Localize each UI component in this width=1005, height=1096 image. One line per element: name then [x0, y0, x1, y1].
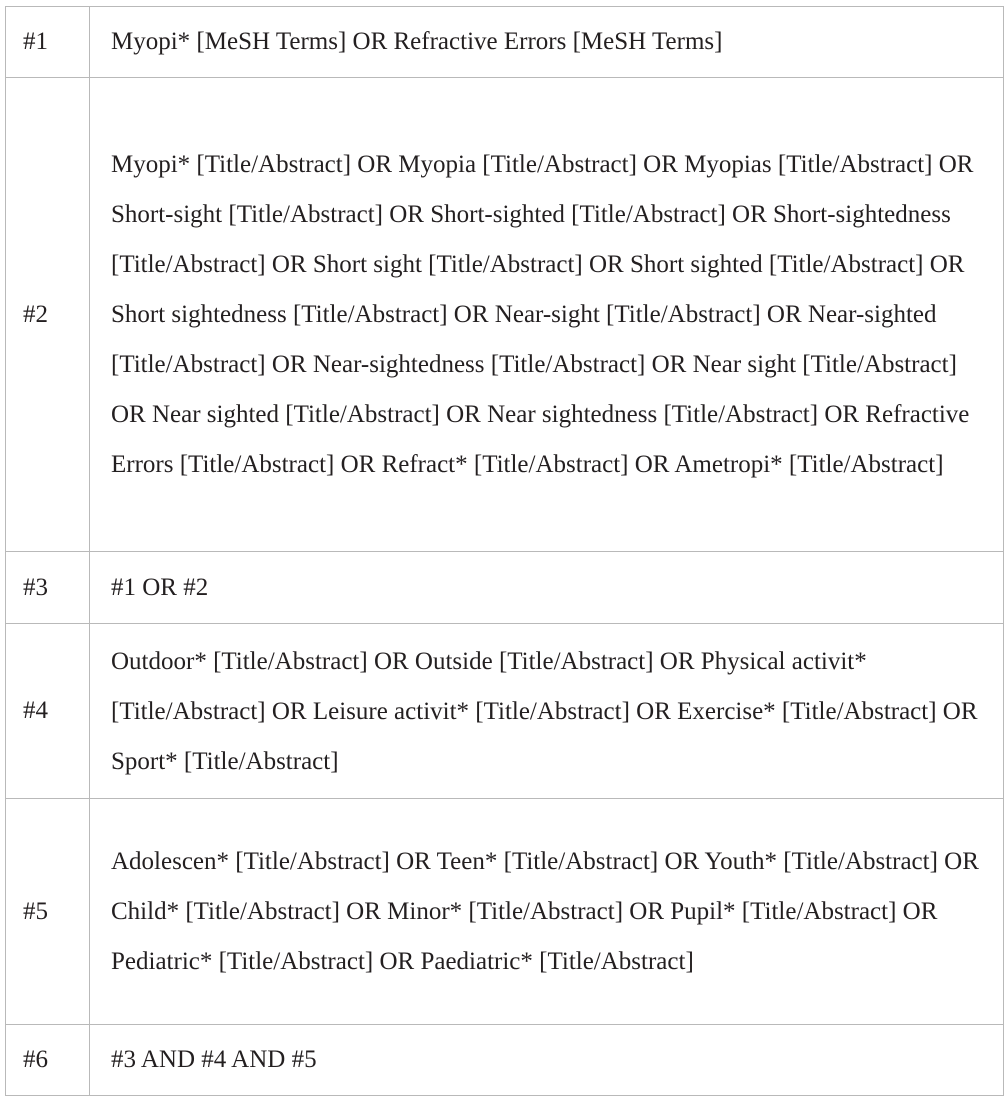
search-query-cell: Outdoor* [Title/Abstract] OR Outside [Title/Abstract] OR Physical activit* [Title/Abstract] OR Leisure activit* [Title/Abstract] OR Exercise* [Title/Abstract] OR Sport* [Title/Abstract]	[90, 624, 1004, 799]
table-row	[6, 552, 1004, 624]
search-query-cell: #1 OR #2	[90, 552, 1004, 624]
search-id-cell: #4	[6, 624, 90, 799]
search-strategy-table	[5, 6, 1004, 1096]
search-query-cell: Adolescen* [Title/Abstract] OR Teen* [Title/Abstract] OR Youth* [Title/Abstract] OR Child* [Title/Abstract] OR Minor* [Title/Abstract] OR Pupil* [Title/Abstract] OR Pediatric* [Title/Abstract] OR Paediatric* [Title/Abstract]	[90, 799, 1004, 1025]
search-id-cell: #5	[6, 799, 90, 1025]
table-row	[6, 1025, 1004, 1096]
search-query-cell: Myopi* [Title/Abstract] OR Myopia [Title/Abstract] OR Myopias [Title/Abstract] OR Short-sight [Title/Abstract] OR Short-sighted [Title/Abstract] OR Short-sightedness [Title/Abstract] OR Short sight [Title/Abstract] OR Short sighted [Title/Abstract] OR Short sightedness [Title/Abstract] OR Near-sight [Title/Abstract] OR Near-sighted [Title/Abstract] OR Near-sightedness [Title/Abstract] OR Near sight [Title/Abstract] OR Near sighted [Title/Abstract] OR Near sightedness [Title/Abstract] OR Refractive Errors [Title/Abstract] OR Refract* [Title/Abstract] OR Ametropi* [Title/Abstract]	[90, 78, 1004, 552]
search-id-cell: #1	[6, 7, 90, 78]
search-query-cell: #3 AND #4 AND #5	[90, 1025, 1004, 1096]
table-row	[6, 78, 1004, 552]
table-row	[6, 799, 1004, 1025]
search-query-cell: Myopi* [MeSH Terms] OR Refractive Errors [MeSH Terms]	[90, 7, 1004, 78]
table-row	[6, 7, 1004, 78]
search-id-cell: #3	[6, 552, 90, 624]
search-id-cell: #6	[6, 1025, 90, 1096]
table-row	[6, 624, 1004, 799]
search-id-cell: #2	[6, 78, 90, 552]
